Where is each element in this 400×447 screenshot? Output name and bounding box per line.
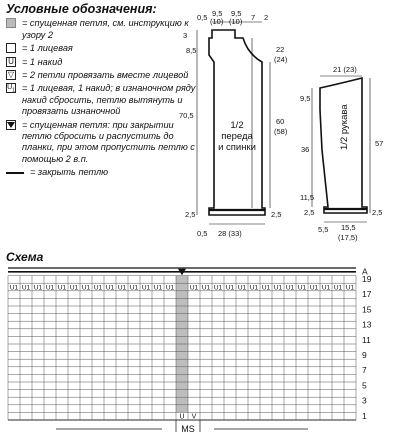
u1-symbol-icon: $U_1$: [7, 84, 15, 94]
row-label: 9: [362, 350, 367, 360]
body-top-95-alt: (10): [210, 17, 224, 26]
u1-symbol-icon: U1: [273, 284, 283, 292]
sleeve-bot-175: (17,5): [338, 233, 358, 242]
row-label: 11: [362, 334, 371, 345]
body-bot-25l: 2,5: [185, 210, 196, 219]
body-top-05: 0,5: [197, 13, 208, 22]
sleeve-bot-55: 5,5: [318, 225, 329, 234]
u1-symbol-icon: U1: [9, 284, 19, 292]
u1-symbol-icon: U1: [309, 284, 319, 292]
body-bot-05: 0,5: [197, 229, 208, 238]
sleeve-left-36: 36: [301, 145, 310, 154]
sleeve-top: 21 (23): [333, 65, 357, 74]
u1-symbol-icon: U1: [45, 284, 55, 292]
body-label-line3: и спинки: [218, 142, 256, 153]
row-label: 5: [362, 380, 367, 391]
body-top-95d: (10): [229, 17, 243, 26]
u1-symbol-icon: U1: [249, 284, 259, 292]
u1-symbol-icon: U1: [285, 284, 295, 292]
sleeve-left-95: 9,5: [300, 94, 311, 103]
u1-symbol-icon: U1: [201, 284, 211, 292]
sleeve-left-115: 11,5: [300, 193, 315, 202]
u1-symbol-icon: U1: [93, 284, 103, 292]
sleeve-label: 1/2 рукава: [339, 104, 350, 150]
u1-symbol-icon: U1: [237, 284, 247, 292]
legend-item-drop-stitch: = спущенная петля: при закрытии петлю сбросить и распустить до планки, при этом пропустить петлю с помощью 2 в.п.: [6, 120, 196, 166]
u1-symbol-icon: U1: [189, 284, 199, 292]
u1-symbol-icon: U1: [105, 284, 115, 292]
legend-item-u1: $U_1$ = 1 лицевая, 1 накид; в изнаночном ряду накид сбросить, петлю вытянуть и провязать изнаночной: [7, 83, 196, 117]
u1-symbol-icon: U1: [297, 284, 307, 292]
body-top-7: 7: [251, 13, 256, 22]
body-top-95c: 9,5: [231, 9, 242, 18]
body-top-95: 9,5: [212, 9, 223, 18]
schema-title: Схема: [6, 250, 44, 264]
repeat-label: MS: [181, 424, 195, 434]
u1-symbol-icon: U1: [153, 284, 163, 292]
u1-symbol-icon: U1: [141, 284, 151, 292]
u1-symbol-icon: U1: [21, 284, 31, 292]
u1-symbol-icon: U1: [81, 284, 91, 292]
legend-item-dropped-stitch: = спущенная петля, см. инструкцию к узору 2: [6, 18, 196, 41]
row-label: 1: [362, 410, 367, 421]
body-right-22: 22: [276, 45, 285, 54]
legend-item-k2tog: ▽ = 2 петли провязать вместе лицевой: [7, 70, 189, 81]
body-top-2: 2: [264, 13, 269, 22]
u1-symbol-icon: U1: [165, 284, 175, 292]
row-label: 15: [362, 304, 372, 315]
u1-symbol-icon: U1: [321, 284, 331, 292]
legend-title: Условные обозначения:: [6, 2, 157, 16]
legend-item-knit: = 1 лицевая: [6, 43, 196, 54]
legend-item-yarn-over: U = 1 накид: [6, 57, 196, 68]
body-inner-60: 60: [276, 117, 285, 126]
u1-symbol-icon: U1: [225, 284, 235, 292]
u1-symbol-icon: U1: [261, 284, 271, 292]
row-label: 7: [362, 365, 367, 376]
v-triangle-icon: ▽: [7, 70, 15, 80]
u1-symbol-icon: U1: [345, 284, 355, 292]
body-bot-25r: 2,5: [271, 210, 282, 219]
body-bot-28: 28 (33): [218, 229, 242, 238]
u-symbol-icon: U: [6, 57, 16, 67]
u1-symbol-icon: U1: [57, 284, 67, 292]
u1-symbol-icon: U1: [333, 284, 343, 292]
u1-symbol-icon: U1: [69, 284, 79, 292]
sleeve-bot-25l: 2,5: [304, 208, 315, 217]
knitting-chart: [0, 262, 400, 447]
v-triangle-icon: V: [191, 413, 197, 421]
u1-symbol-icon: U1: [213, 284, 223, 292]
body-label-line2: переда: [221, 131, 253, 142]
body-right-24: (24): [274, 55, 288, 64]
row-label: 19: [362, 274, 372, 284]
sleeve-bot-25r: 2,5: [372, 208, 383, 217]
u1-symbol-icon: U1: [129, 284, 139, 292]
u1-symbol-icon: U1: [117, 284, 127, 292]
row-label: 3: [362, 395, 367, 406]
body-label-line1: 1/2: [230, 120, 244, 131]
u1-symbol-icon: U1: [33, 284, 43, 292]
sleeve-bot-155: 15,5: [341, 223, 356, 232]
sleeve-right-57: 57: [375, 139, 384, 148]
body-inner-58: (58): [274, 127, 288, 136]
body-height: 70,5: [179, 111, 194, 120]
row-label: A: [362, 266, 368, 277]
row-label: 17: [362, 289, 372, 300]
body-left-3: 3: [183, 31, 188, 40]
legend-item-bind-off: = закрыть петлю: [6, 167, 196, 178]
u-symbol-icon: U: [179, 413, 185, 421]
body-left-85: 8,5: [186, 46, 197, 55]
row-label: 13: [362, 319, 372, 330]
